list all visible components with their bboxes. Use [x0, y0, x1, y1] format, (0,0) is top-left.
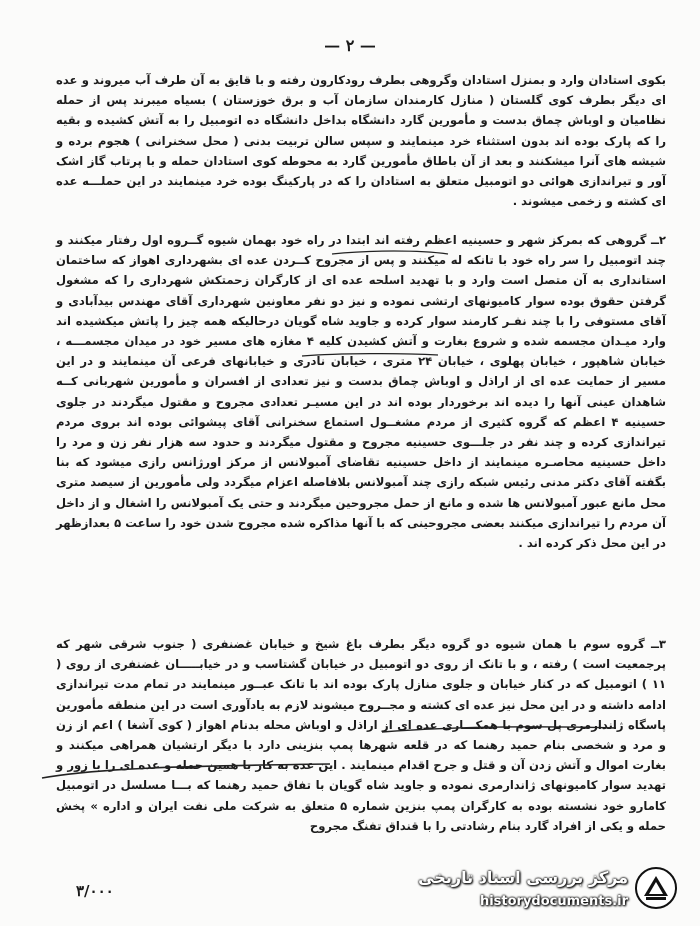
- paragraph-2: ۲ــ گروهی که بمرکز شهر و حسینیه اعظم رفته اند ابتدا در راه خود بهمان شیوه گــروه اول رفتار میکنند و چند اتومبیل را سر راه خود با تانکه له میکنند و پس از مجروح کــردن عده ای بشهرداری اهواز که ساختمان استانداری به آن متصل است وارد و با تهدید اسلحه عده ای از کارگران زحمتکش شهرداری را که مشغول گرفتن حقوق بوده سوار کامیونهای ارتشی نموده و نیز دو نفر معاونین شهرداری آقای مهندس بیدآبادی و آقای مستوفی را با چند نفـر کارمند سوار کرده و جاوید شاه گویان درحالیکه همه چیز را پاتش میکشیده اند وارد میـدان مجسمه شده و شروع بغارت و آتش کشیدن کلیه ۴ مغازه های مسیر خود در میدان مجسمـــه ، خیابان شاهپور ، خیابان پهلوی ، خیابان ۲۴ متری ، خیابان نادری و خیابانهای فرعی آن مینمایند و در این مسیر از حمایت عده ای از اراذل و اوباش چماق بدست و نیز تعدادی از افسران و مأمورین شهربانی کــه شاهدان عینی آنها را دیده اند برخوردار بوده اند در این مسیـر تعدادی مجروح و مقتول میگردند در جلوی حسینیه ۴ اعظم که گروه کثیری از مردم مشغــول استماع سخنرانی آقای پیشوائی بوده اند بروی مردم تیراندازی کرده و چند نفر در جلـــوی حسینیه مجروح و مقتول میگردند و حدود سه هزار نفر زن و مرد را داخل حسینیه محاصـره مینمایند از داخل حسینیه تقاضای آمبولانس از مرکز اورژانس رازی میشود که بنا بگفته آقای دکتر مدنی رئیس شبکه رازی چند آمبولانس بلافاصله اعزام میگردد ولی مأمورین از سیصد متری محل مانع عبور آمبولانس ها شده و مانع از حمل مجروحین میگردند و حتی یک آمبولانس را اشغال و از داخل آن مردم را تیراندازی میکنند بعضی مجروحینی که با آنها مذاکره شده مجروح شدن خود را ساعت ۵ بعدازظهر در این محل ذکر کرده اند .: [56, 233, 667, 551]
- page-number: — ۲ —: [324, 36, 376, 55]
- watermark-url: historydocuments.ir: [479, 894, 628, 909]
- paragraph-1: بکوی استادان وارد و بمنزل استادان وگروهی بطرف رودکارون رفته و با قایق به آن طرف آب میروند و عده ای دیگر بطرف کوی گلستان ( منازل کارمندان سازمان آب و برق خوزستان ) بسیاه میبرند پس از حمله نظامیان و اوباش چماق بدست و مأمورین گارد دانشگاه بداخل دانشگاه ده اتومبیل را به آتش کشیده و بقیه را که پارک بوده اند بدون استثناء خرد مینمایند و سپس سالن تربیت بدنی ( محل سخنرانی ) هجوم برده و شیشه های آنرا میشکنند و بعد از آن باطاق مأمورین گارد به محوطه کوی استادان حمله و با پرتاب گاز اشک آور و تیراندازی هوائی دو اتومبیل متعلق به استادان را که در پارکینگ بوده خرد مینمایند در این حملـــه عده ای کشته و زخمی میشوند .: [56, 73, 666, 209]
- archive-watermark: [402, 862, 682, 918]
- paragraph-3: ۳ــ گروه سوم با همان شیوه دو گروه دیگر بطرف باغ شیخ و خیابان غضنفری ( جنوب شرقی شهر که پرجمعیت است ) رفته ، و با تانک از روی دو اتومبیل در خیابان گشتاسب و در خیابـــــان غضنفری از روی ( ۱۱ ) اتومبیل که در کنار خیابان و جلوی منازل پارک بوده اند با تانک عبــور مینمایند در تمام مدت تیراندازی ادامه داشته و در این محل نیز عده ای کشته و مجــروح میشوند لازم به یادآوری است در این منطقه مأمورین پاسگاه ژاندارمری پل سوم با همکـــاری عده ای از اراذل و اوباش محله بدنام اهواز ( کوی آشغا ) اعم از زن و مرد و شخصی بنام حمید رهنما که در قلعه شهرها پمپ بنزینی دارد با دیگر ارتشیان همراهی میکنند و بغارت اموال و آتش زدن آن و قتل و جرح اقدام مینمایند . این عده به کار با همین حمله و عده ای را با زور و تهدید سوار کامیونهای ژاندارمری نموده و جاوید شاه گویان با تفاق حمید رهنما که بـــا مسلسل در اتومبیل کامارو خود نشسته بوده به کارگران پمپ بنزین شماره ۵ متعلق به شرکت ملی نفت ایران و اداره » پخش حمله و یکی از افراد گارد بنام رشادتی را با قنداق تفنگ مجروح: [56, 637, 666, 833]
- watermark-title: مرکز بررسی اسناد تاریخی: [418, 868, 628, 887]
- archive-logo-icon: [634, 866, 678, 910]
- document-reference-number: ۳/۰۰۰: [76, 882, 114, 900]
- handwritten-underline: [40, 760, 340, 784]
- handwritten-underline: [380, 722, 620, 736]
- handwritten-underline: [330, 248, 450, 258]
- handwritten-underline: [300, 350, 440, 360]
